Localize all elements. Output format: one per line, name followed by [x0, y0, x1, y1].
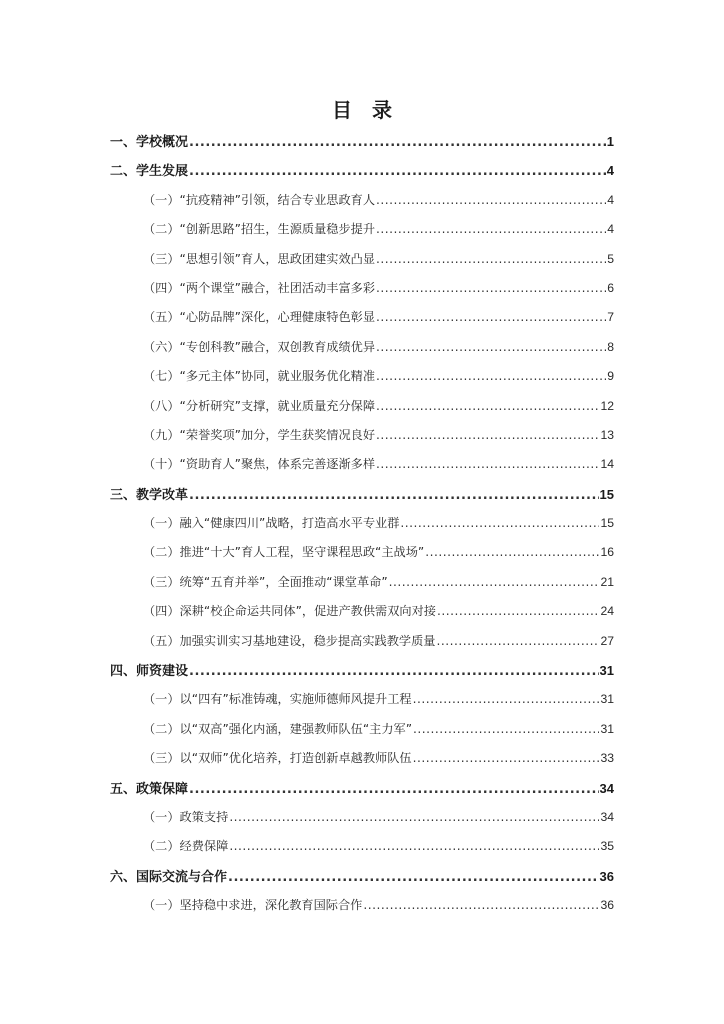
toc-entry-title: （九）“荣誉奖项”加分，学生获奖情况良好	[143, 427, 376, 442]
page-title: 目 录	[332, 98, 392, 122]
toc-section-entry[interactable]	[143, 215, 614, 244]
toc-entry-title: （四）“两个课堂”融合，社团活动丰富多彩	[143, 280, 376, 295]
toc-chapter-entry[interactable]	[110, 774, 614, 803]
toc-section-entry[interactable]	[143, 715, 614, 744]
toc-page-number: 31	[600, 692, 614, 707]
toc-section-entry[interactable]	[143, 333, 614, 362]
toc-dot-leader	[413, 715, 599, 744]
toc-dot-leader	[228, 863, 599, 892]
toc-entry-title: （三）“思想引领”育人，思政团建实效凸显	[143, 251, 376, 266]
toc-dot-leader	[363, 891, 599, 920]
toc-section-entry[interactable]	[143, 891, 614, 920]
toc-page-number: 31	[600, 721, 614, 736]
toc-page-number: 15	[599, 486, 614, 502]
toc-dot-leader	[229, 803, 599, 832]
toc-entry-title: （十）“资助育人”聚焦，体系完善逐渐多样	[143, 457, 376, 472]
toc-chapter-entry[interactable]	[110, 862, 614, 891]
toc-dot-leader	[376, 245, 606, 274]
toc-entry-title: （八）“分析研究”支撑，就业质量充分保障	[143, 398, 376, 413]
toc-dot-leader	[376, 392, 599, 421]
toc-dot-leader	[376, 186, 606, 215]
toc-page-number: 35	[600, 839, 614, 854]
toc-dot-leader	[389, 568, 600, 597]
toc-page-number: 34	[600, 809, 614, 824]
toc-entry-title: （五）“心防品牌”深化，心理健康特色彰显	[143, 310, 376, 325]
toc-section-entry[interactable]	[143, 392, 614, 421]
toc-page-number: 4	[607, 192, 614, 207]
toc-entry-title: 五、政策保障	[110, 781, 189, 797]
toc-dot-leader	[413, 685, 600, 714]
toc-dot-leader	[376, 274, 606, 303]
toc-entry-title: （一）以“四有”标准铸魂，实施师德师风提升工程	[143, 692, 412, 707]
toc-dot-leader	[189, 657, 599, 686]
toc-entry-title: （一）坚持稳中求进，深化教育国际合作	[143, 898, 363, 913]
toc-entry-title: （四）深耕“校企命运共同体”，促进产教供需双向对接	[143, 604, 436, 619]
toc-dot-leader	[189, 481, 599, 510]
toc-entry-title: 二、学生发展	[110, 164, 189, 180]
toc-page-number: 4	[606, 163, 614, 179]
toc-entry-title: 三、教学改革	[110, 487, 189, 503]
toc-page-number: 5	[607, 251, 614, 266]
toc-dot-leader	[437, 627, 600, 656]
toc-section-entry[interactable]	[143, 303, 614, 332]
toc-section-entry[interactable]	[143, 362, 614, 391]
toc-page-number: 33	[600, 751, 614, 766]
toc-page-number: 15	[600, 516, 614, 531]
toc-section-entry[interactable]	[143, 245, 614, 274]
toc-entry-title: （二）经费保障	[143, 839, 229, 854]
toc-section-entry[interactable]	[143, 597, 614, 626]
toc-section-entry[interactable]	[143, 744, 614, 773]
toc-entry-title: 四、师资建设	[110, 664, 189, 680]
toc-chapter-entry[interactable]	[110, 156, 614, 185]
toc-dot-leader	[376, 303, 606, 332]
toc-page-number: 31	[599, 663, 614, 679]
toc-page-number: 1	[606, 134, 614, 149]
toc-entry-title: （二）推进“十大”育人工程，坚守课程思政“主战场”	[143, 545, 425, 560]
toc-dot-leader	[413, 744, 600, 773]
toc-page-number: 8	[607, 339, 614, 354]
toc-entry-title: 六、国际交流与合作	[110, 869, 228, 885]
toc-entry-title: （六）“专创科教”融合，双创教育成绩优异	[143, 339, 376, 354]
toc-entry-title: （三）统筹“五育并举”，全面推动“课堂革命”	[143, 574, 388, 589]
toc-page-number: 24	[600, 604, 614, 619]
toc-dot-leader	[400, 509, 599, 538]
toc-entry-title: （一）“抗疫精神”引领，结合专业思政育人	[143, 192, 376, 207]
toc-page-number: 16	[600, 545, 614, 560]
toc-section-entry[interactable]	[143, 509, 614, 538]
toc-section-entry[interactable]	[143, 832, 614, 861]
toc-dot-leader	[437, 597, 599, 626]
toc-dot-leader	[189, 775, 599, 804]
toc-section-entry[interactable]	[143, 274, 614, 303]
toc-page-number: 27	[600, 633, 614, 648]
toc-dot-leader	[229, 832, 599, 861]
toc-section-entry[interactable]	[143, 685, 614, 714]
toc-dot-leader	[189, 157, 606, 186]
toc-dot-leader	[376, 215, 606, 244]
toc-dot-leader	[376, 333, 606, 362]
toc-dot-leader	[376, 450, 599, 479]
toc-page-number: 6	[607, 280, 614, 295]
toc-dot-leader	[189, 128, 606, 157]
toc-section-entry[interactable]	[143, 538, 614, 567]
toc-entry-title: （一）政策支持	[143, 809, 229, 824]
toc-dot-leader	[376, 421, 599, 450]
toc-section-entry[interactable]	[143, 803, 614, 832]
toc-page-number: 14	[600, 457, 614, 472]
toc-page-number: 9	[607, 369, 614, 384]
toc-entry-title: 一、学校概况	[110, 135, 189, 150]
toc-section-entry[interactable]	[143, 186, 614, 215]
toc-page-number: 21	[600, 574, 614, 589]
toc-page-number: 13	[600, 427, 614, 442]
toc-dot-leader	[376, 362, 606, 391]
toc-entry-title: （七）“多元主体”协同，就业服务优化精准	[143, 369, 376, 384]
toc-chapter-entry[interactable]	[110, 656, 614, 685]
toc-page-number: 34	[599, 780, 614, 796]
toc-page-number: 36	[599, 868, 614, 884]
toc-page-number: 12	[600, 398, 614, 413]
toc-entry-title: （二）“创新思路”招生，生源质量稳步提升	[143, 222, 376, 237]
toc-entry-title: （五）加强实训实习基地建设，稳步提高实践教学质量	[143, 633, 436, 648]
table-of-contents	[0, 127, 724, 921]
toc-section-entry[interactable]	[143, 421, 614, 450]
toc-dot-leader	[425, 538, 599, 567]
toc-entry-title: （一）融入“健康四川”战略，打造高水平专业群	[143, 516, 400, 531]
toc-entry-title: （二）以“双高”强化内涵，建强教师队伍“主力军”	[143, 721, 413, 736]
toc-page-number: 7	[607, 310, 614, 325]
toc-section-entry[interactable]	[143, 568, 614, 597]
toc-page-number: 36	[600, 898, 614, 913]
toc-section-entry[interactable]	[143, 627, 614, 656]
toc-page-number: 4	[607, 222, 614, 237]
toc-section-entry[interactable]	[143, 450, 614, 479]
toc-chapter-entry[interactable]	[110, 127, 614, 156]
toc-chapter-entry[interactable]	[110, 480, 614, 509]
toc-entry-title: （三）以“双师”优化培养，打造创新卓越教师队伍	[143, 751, 412, 766]
